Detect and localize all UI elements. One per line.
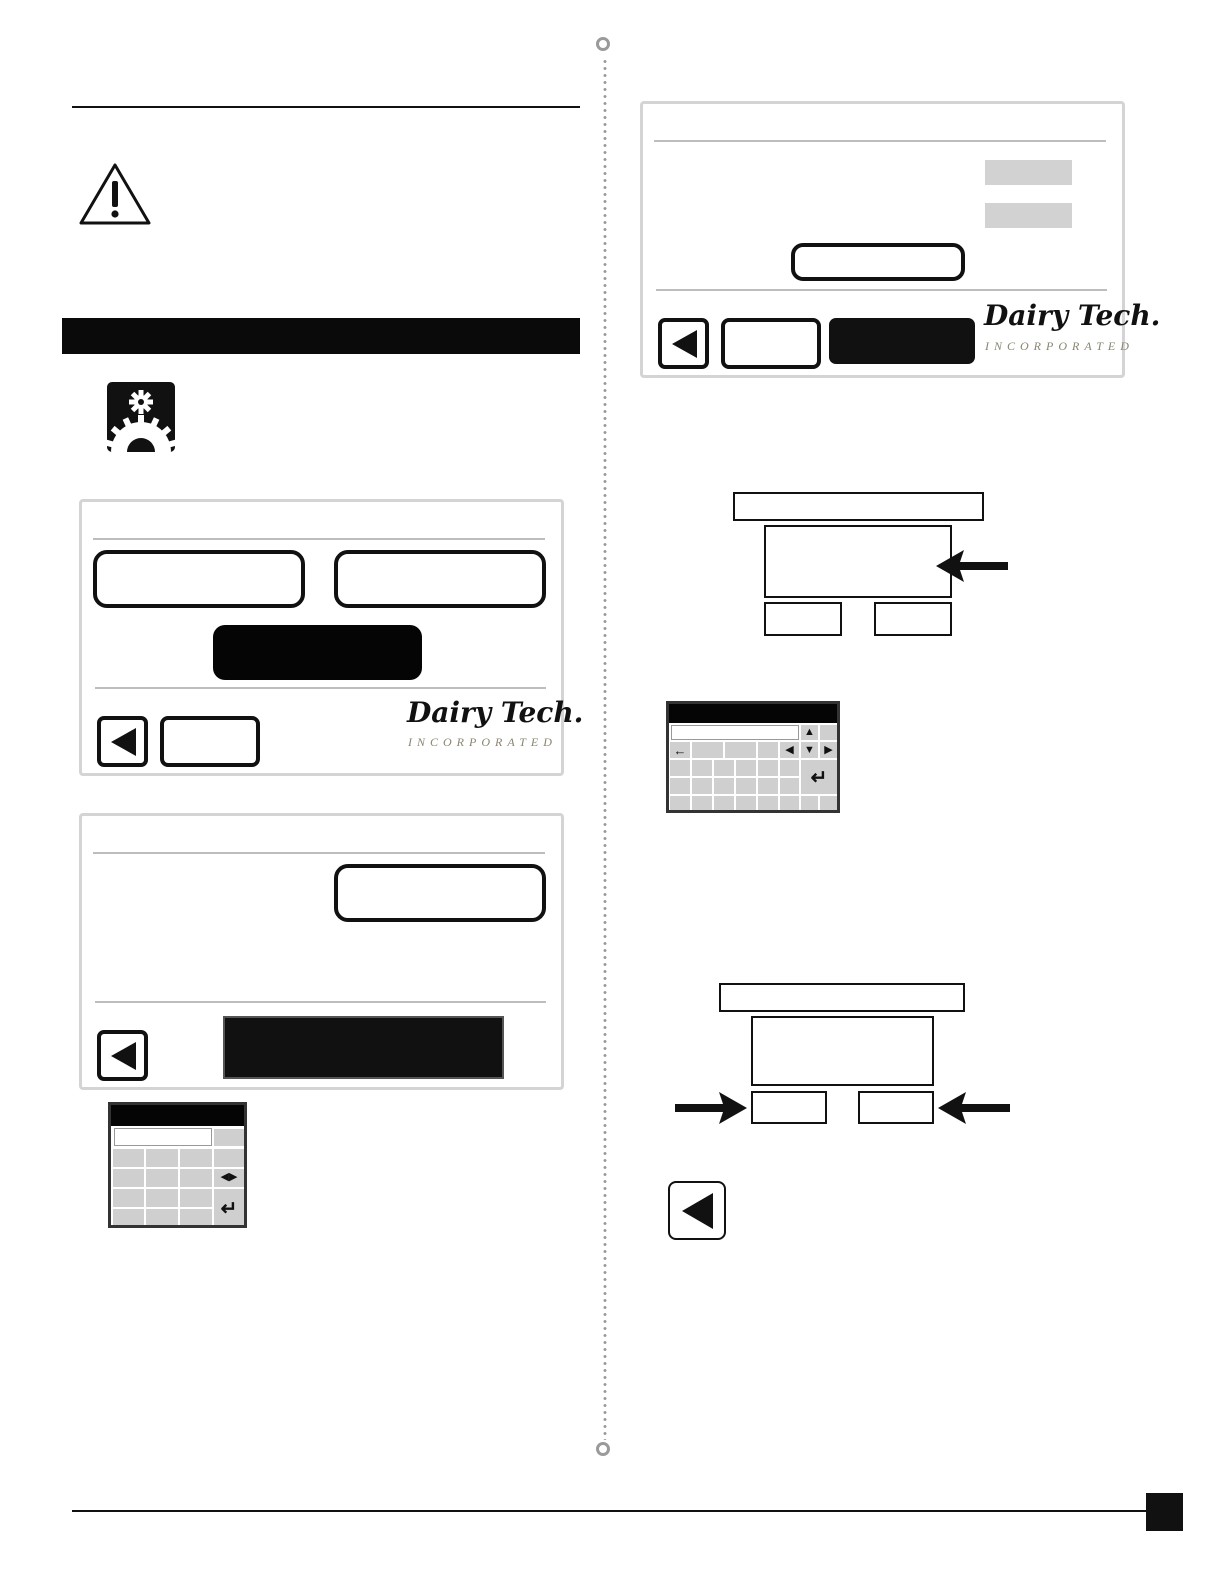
keypad-key[interactable]	[179, 1168, 213, 1188]
dairytech-logo-subtitle: INCORPORATED	[985, 339, 1134, 353]
value-entry-button[interactable]	[334, 864, 546, 922]
keyboard-key[interactable]	[669, 795, 691, 811]
back-button[interactable]	[97, 716, 148, 767]
value-field-2[interactable]	[985, 203, 1072, 228]
keyboard-key[interactable]	[724, 741, 757, 759]
footer-rule	[72, 1510, 1150, 1512]
keyboard-key[interactable]	[713, 795, 735, 811]
keyboard-input-field[interactable]	[671, 725, 799, 740]
footer-button[interactable]	[160, 716, 260, 767]
footer-button[interactable]	[721, 318, 821, 369]
keyboard-key[interactable]	[735, 759, 757, 777]
menu-button-selected[interactable]	[213, 625, 422, 680]
keypad-cursor-keys[interactable]	[213, 1168, 245, 1188]
menu-button-right[interactable]	[334, 550, 546, 608]
keypad-display	[111, 1105, 244, 1126]
pointer-arrow-icon	[673, 1088, 749, 1128]
section-top-rule	[72, 106, 580, 108]
keyboard-key[interactable]	[779, 759, 800, 777]
keyboard-key[interactable]	[757, 777, 779, 795]
pointer-arrow-icon	[934, 546, 1010, 586]
keyboard-key[interactable]	[779, 777, 800, 795]
keyboard-key[interactable]	[757, 795, 779, 811]
keypad-key[interactable]	[145, 1208, 179, 1226]
keypad-key[interactable]	[112, 1208, 145, 1226]
divider-ring-bottom	[596, 1442, 610, 1456]
keyboard-right-key[interactable]	[819, 741, 838, 759]
keypad-input-field[interactable]	[114, 1128, 212, 1146]
keyboard-display	[669, 704, 837, 723]
keyboard-key[interactable]	[779, 795, 800, 811]
keyboard-down-key[interactable]	[800, 741, 819, 759]
menu-button-left[interactable]	[93, 550, 305, 608]
panel-header-rule	[654, 140, 1106, 142]
keyboard-key[interactable]	[713, 777, 735, 795]
keypad-key[interactable]	[179, 1148, 213, 1168]
dialog-title-bar	[733, 492, 984, 521]
up-arrow-icon: ▲	[804, 726, 815, 738]
panel-header-rule	[93, 852, 545, 854]
gears-settings-icon	[107, 382, 175, 452]
keypad-key[interactable]	[145, 1188, 179, 1208]
dairytech-logo: Dairy Tech.	[407, 696, 584, 729]
back-button[interactable]	[97, 1030, 148, 1081]
action-button[interactable]	[791, 243, 965, 281]
keyboard-key[interactable]	[800, 795, 819, 811]
keypad-key[interactable]	[112, 1148, 145, 1168]
back-triangle-icon	[669, 328, 699, 360]
dialog-button-right[interactable]	[874, 602, 952, 636]
warning-triangle-icon	[78, 161, 152, 227]
keypad-key[interactable]	[179, 1208, 213, 1226]
back-button[interactable]	[668, 1181, 726, 1240]
down-arrow-icon: ▼	[804, 744, 815, 756]
divider-ring-top	[596, 37, 610, 51]
keyboard-key[interactable]	[713, 759, 735, 777]
numeric-keypad[interactable]	[108, 1102, 247, 1228]
keypad-key[interactable]	[145, 1148, 179, 1168]
dairytech-logo: Dairy Tech.	[984, 299, 1161, 332]
pointer-arrow-icon	[936, 1088, 1012, 1128]
keyboard-key[interactable]	[691, 777, 713, 795]
status-display-bar	[223, 1016, 504, 1079]
panel-footer-rule	[656, 289, 1107, 291]
keypad-key[interactable]	[112, 1168, 145, 1188]
keyboard-key[interactable]	[757, 759, 779, 777]
keypad-key[interactable]	[213, 1128, 245, 1147]
column-divider	[603, 58, 607, 1440]
back-button[interactable]	[658, 318, 709, 369]
right-arrow-icon: ▶	[229, 1171, 238, 1183]
keypad-key[interactable]	[145, 1168, 179, 1188]
panel-footer-rule	[95, 687, 546, 689]
dialog-content-box	[751, 1016, 934, 1086]
keypad-key[interactable]	[179, 1188, 213, 1208]
keyboard-enter-key[interactable]	[800, 759, 838, 795]
keypad-key[interactable]	[112, 1188, 145, 1208]
dairytech-logo-subtitle: INCORPORATED	[408, 735, 557, 749]
keyboard-key[interactable]	[819, 795, 838, 811]
enter-icon: ↵	[220, 1198, 238, 1220]
keypad-key[interactable]	[213, 1148, 245, 1168]
panel-header-rule	[93, 538, 545, 540]
keyboard-left-key[interactable]	[779, 741, 800, 759]
keyboard-key[interactable]	[669, 777, 691, 795]
back-triangle-icon	[108, 726, 138, 758]
keyboard-key[interactable]	[691, 759, 713, 777]
back-triangle-icon	[679, 1191, 715, 1231]
backspace-icon: ←	[673, 743, 687, 758]
left-arrow-icon: ◀	[785, 744, 794, 756]
dialog-button-right[interactable]	[858, 1091, 934, 1124]
keyboard-key[interactable]	[669, 759, 691, 777]
keyboard-key[interactable]	[819, 724, 838, 741]
keyboard-up-key[interactable]	[800, 724, 819, 741]
keyboard-key[interactable]	[691, 795, 713, 811]
dialog-content-box	[764, 525, 952, 598]
keyboard-backspace-key[interactable]	[669, 741, 691, 759]
keyboard-key[interactable]	[691, 741, 724, 759]
dialog-button-left[interactable]	[751, 1091, 827, 1124]
keyboard-key[interactable]	[735, 795, 757, 811]
keyboard-key[interactable]	[757, 741, 779, 759]
back-triangle-icon	[108, 1040, 138, 1072]
left-arrow-icon: ◀	[220, 1171, 229, 1183]
right-arrow-icon: ▶	[824, 744, 833, 756]
section-header-bar	[62, 318, 580, 354]
footer-button-selected[interactable]	[829, 318, 975, 364]
panel-footer-rule	[95, 1001, 546, 1003]
keypad-enter-key[interactable]	[213, 1188, 245, 1226]
page-number-tab	[1146, 1493, 1183, 1531]
dialog-button-left[interactable]	[764, 602, 842, 636]
enter-icon: ↵	[810, 767, 828, 789]
text-keyboard[interactable]	[666, 701, 840, 813]
keyboard-key[interactable]	[735, 777, 757, 795]
value-field-1[interactable]	[985, 160, 1072, 185]
dialog-title-bar	[719, 983, 965, 1012]
